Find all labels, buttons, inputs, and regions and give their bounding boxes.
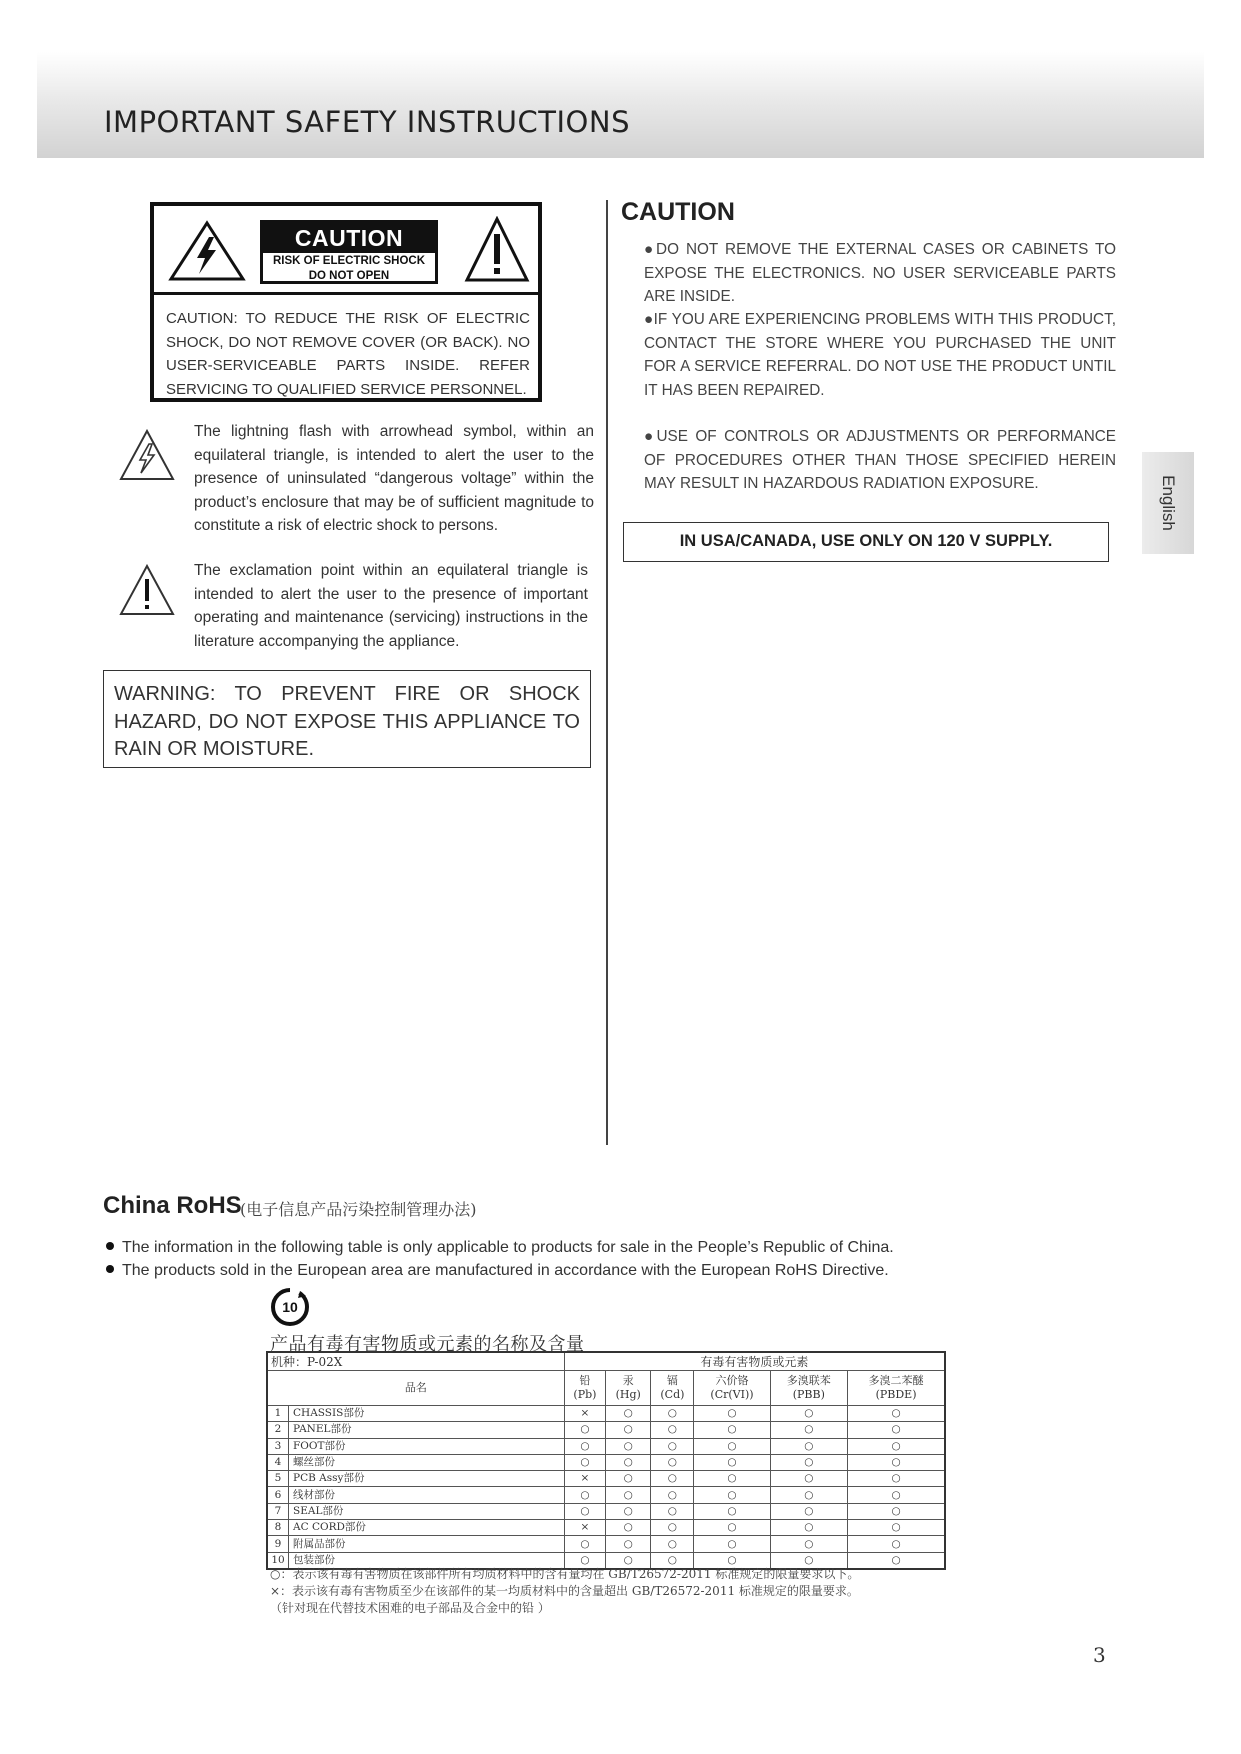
table-row — [267, 1536, 945, 1552]
substance-mark: ○ — [848, 1536, 945, 1552]
substance-mark: ○ — [770, 1552, 848, 1569]
substance-mark: ○ — [694, 1422, 770, 1438]
caution-badge-title: CAUTION — [263, 223, 435, 253]
substance-header — [564, 1371, 605, 1406]
caution-badge-line2: DO NOT OPEN — [308, 270, 390, 282]
part-name: SEAL部份 — [289, 1503, 565, 1519]
substance-mark: ○ — [606, 1454, 651, 1470]
substance-header — [651, 1371, 694, 1406]
substance-name: 镉 — [666, 1374, 678, 1387]
substance-name: 六价铬 — [715, 1374, 749, 1387]
row-number: 3 — [267, 1438, 289, 1454]
rohs-note: ○：表示该有毒有害物质在该部件所有均质材料中的含有量均在 GB/T26572-2011 标准规定的限量要求以下。 — [270, 1567, 860, 1581]
substance-header — [606, 1371, 651, 1406]
substance-symbol: (PBB) — [792, 1388, 825, 1401]
substance-mark: ○ — [651, 1536, 694, 1552]
lightning-triangle-icon — [118, 428, 176, 482]
rohs-table-title: 产品有毒有害物质或元素的名称及含量 — [270, 1334, 585, 1355]
substance-mark: ○ — [848, 1454, 945, 1470]
row-number: 2 — [267, 1422, 289, 1438]
part-name: 线材部份 — [289, 1487, 565, 1503]
rohs-bullet — [106, 1262, 889, 1280]
row-number: 8 — [267, 1520, 289, 1536]
rohs-bullet-text: The information in the following table is only applicable to products for sale in the People’s Republic of China. — [122, 1239, 894, 1256]
environmental-protection-period-icon — [270, 1287, 310, 1327]
rohs-note: （针对现在代替技术困难的电子部品及合金中的铅 ） — [270, 1601, 550, 1615]
substance-mark: ○ — [770, 1520, 848, 1536]
substance-header — [694, 1371, 770, 1406]
table-row — [267, 1471, 945, 1487]
substance-mark: ○ — [564, 1536, 605, 1552]
substance-mark: ○ — [770, 1454, 848, 1470]
substance-mark: ○ — [564, 1438, 605, 1454]
substance-mark: ○ — [651, 1406, 694, 1422]
model-label: 机种：P-02X — [267, 1352, 564, 1371]
electric-shock-warning-icon — [168, 220, 246, 282]
usa-canada-supply-notice: IN USA/CANADA, USE ONLY ON 120 V SUPPLY. — [623, 522, 1109, 562]
rohs-bullet — [106, 1239, 894, 1257]
part-name: CHASSIS部份 — [289, 1406, 565, 1422]
substance-mark: ○ — [694, 1454, 770, 1470]
substance-name: 多溴联苯 — [786, 1374, 831, 1387]
rohs-subtitle: (电子信息产品污染控制管理办法) — [240, 1200, 477, 1219]
caution-label-text: CAUTION: TO REDUCE THE RISK OF ELECTRIC SHOCK, DO NOT REMOVE COVER (OR BACK). NO USER-SERVICEABLE PARTS INSIDE. REFER SERVICING TO QUALIFIED SERVICE PERSONNEL. — [166, 310, 530, 398]
substance-mark: ○ — [651, 1471, 694, 1487]
substance-mark: ○ — [694, 1438, 770, 1454]
row-number: 5 — [267, 1471, 289, 1487]
table-row — [267, 1520, 945, 1536]
rohs-title: China RoHS — [103, 1192, 242, 1219]
substance-header — [848, 1371, 945, 1406]
substance-symbol: (Pb) — [573, 1388, 597, 1401]
caution-heading: CAUTION — [621, 198, 735, 226]
substance-mark: × — [564, 1471, 605, 1487]
substance-mark: ○ — [848, 1471, 945, 1487]
rohs-bullet-text: The products sold in the European area are manufactured in accordance with the European RoHS Directive. — [122, 1262, 889, 1279]
substance-mark: ○ — [694, 1552, 770, 1569]
substance-mark: ○ — [848, 1520, 945, 1536]
lightning-symbol-text: The lightning flash with arrowhead symbol, within an equilateral triangle, is intended to alert the user to the presence of uninsulated “dangerous voltage” within the product’s enclosure that may be of sufficient magnitude to constitute a risk of electric shock to persons. — [194, 423, 594, 534]
row-number: 4 — [267, 1454, 289, 1470]
caution-badge — [260, 220, 438, 284]
caution-item: ●IF YOU ARE EXPERIENCING PROBLEMS WITH THIS PRODUCT, CONTACT THE STORE WHERE YOU PURCHASED THE UNIT FOR A SERVICE REFERRAL. DO NOT USE THE PRODUCT UNTIL IT HAS BEEN REPAIRED. — [644, 311, 1116, 399]
substance-mark: ○ — [770, 1438, 848, 1454]
row-number: 1 — [267, 1406, 289, 1422]
table-row — [267, 1503, 945, 1519]
part-name: AC CORD部份 — [289, 1520, 565, 1536]
substance-mark: ○ — [694, 1503, 770, 1519]
substance-mark: ○ — [651, 1552, 694, 1569]
substance-mark: ○ — [606, 1471, 651, 1487]
substance-mark: ○ — [606, 1520, 651, 1536]
page-number: 3 — [1093, 1643, 1106, 1667]
part-name: 附属品部份 — [289, 1536, 565, 1552]
substance-mark: ○ — [606, 1487, 651, 1503]
substance-symbol: (Hg) — [615, 1388, 641, 1401]
substance-mark: ○ — [606, 1422, 651, 1438]
substance-mark: ○ — [651, 1487, 694, 1503]
substance-mark: ○ — [564, 1552, 605, 1569]
caution-label-box — [150, 202, 542, 402]
exclamation-warning-icon — [464, 216, 530, 284]
substance-name: 铅 — [579, 1374, 591, 1387]
warning-text: WARNING: TO PREVENT FIRE OR SHOCK HAZARD, DO NOT EXPOSE THIS APPLIANCE TO RAIN OR MOISTURE. — [114, 683, 580, 760]
substance-mark: ○ — [694, 1536, 770, 1552]
caution-badge-line1: RISK OF ELECTRIC SHOCK — [272, 255, 426, 267]
substance-name: 汞 — [622, 1374, 634, 1387]
part-name: FOOT部份 — [289, 1438, 565, 1454]
rohs-note: ×：表示该有毒有害物质至少在该部件的某一均质材料中的含量超出 GB/T26572-2011 标准规定的限量要求。 — [270, 1584, 859, 1598]
part-name: 螺丝部份 — [289, 1454, 565, 1470]
language-tab-label: English — [1159, 475, 1178, 531]
language-tab[interactable] — [1142, 452, 1194, 554]
substance-mark: ○ — [694, 1520, 770, 1536]
substance-mark: ○ — [848, 1422, 945, 1438]
substance-mark: ○ — [848, 1552, 945, 1569]
substance-mark: ○ — [770, 1422, 848, 1438]
substance-mark: ○ — [770, 1406, 848, 1422]
bullet-icon — [106, 1265, 114, 1273]
substance-mark: ○ — [564, 1503, 605, 1519]
substance-mark: ○ — [564, 1487, 605, 1503]
part-name: PANEL部份 — [289, 1422, 565, 1438]
caution-item: ●USE OF CONTROLS OR ADJUSTMENTS OR PERFORMANCE OF PROCEDURES OTHER THAN THOSE SPECIFIED HEREIN MAY RESULT IN HAZARDOUS RADIATION EXPOSURE. — [644, 428, 1116, 492]
caution-item: ●DO NOT REMOVE THE EXTERNAL CASES OR CABINETS TO EXPOSE THE ELECTRONICS. NO USER SERVICEABLE PARTS ARE INSIDE. — [644, 241, 1116, 305]
substance-mark: ○ — [651, 1422, 694, 1438]
column-divider — [606, 200, 608, 1145]
substance-mark: ○ — [848, 1438, 945, 1454]
substance-mark: ○ — [770, 1503, 848, 1519]
part-name-header: 品名 — [267, 1371, 564, 1406]
substance-header — [770, 1371, 848, 1406]
part-name: 包装部份 — [289, 1552, 565, 1569]
exclamation-triangle-icon — [118, 563, 176, 617]
substance-mark: ○ — [848, 1487, 945, 1503]
substance-mark: ○ — [770, 1536, 848, 1552]
substance-mark: × — [564, 1406, 605, 1422]
substance-mark: ○ — [651, 1520, 694, 1536]
substance-mark: ○ — [564, 1454, 605, 1470]
page-title: IMPORTANT SAFETY INSTRUCTIONS — [104, 105, 630, 139]
substance-mark: ○ — [694, 1406, 770, 1422]
row-number: 10 — [267, 1552, 289, 1569]
substance-symbol: (Cr(VI)) — [710, 1388, 754, 1401]
substance-mark: ○ — [770, 1487, 848, 1503]
warning-box — [103, 670, 591, 768]
substance-mark: ○ — [651, 1503, 694, 1519]
substance-mark: ○ — [694, 1487, 770, 1503]
substance-mark: ○ — [694, 1471, 770, 1487]
bullet-icon — [106, 1242, 114, 1250]
table-row — [267, 1487, 945, 1503]
row-number: 9 — [267, 1536, 289, 1552]
part-name: PCB Assy部份 — [289, 1471, 565, 1487]
substance-mark: × — [564, 1520, 605, 1536]
substance-mark: ○ — [606, 1406, 651, 1422]
epup-label: 10 — [282, 1299, 298, 1315]
substance-group-header: 有毒有害物质或元素 — [564, 1352, 945, 1371]
exclamation-symbol-text: The exclamation point within an equilateral triangle is intended to alert the user to the presence of important operating and maintenance (servicing) instructions in the literature accompanying the appliance. — [194, 562, 588, 650]
substance-mark: ○ — [606, 1536, 651, 1552]
table-row — [267, 1438, 945, 1454]
substance-mark: ○ — [651, 1438, 694, 1454]
substance-mark: ○ — [606, 1438, 651, 1454]
substance-mark: ○ — [606, 1552, 651, 1569]
substance-mark: ○ — [651, 1454, 694, 1470]
row-number: 7 — [267, 1503, 289, 1519]
substance-mark: ○ — [606, 1503, 651, 1519]
caution-label-top — [154, 206, 538, 295]
substance-mark: ○ — [770, 1471, 848, 1487]
substance-mark: ○ — [564, 1422, 605, 1438]
table-row — [267, 1422, 945, 1438]
table-row — [267, 1454, 945, 1470]
table-row — [267, 1406, 945, 1422]
substance-mark: ○ — [848, 1406, 945, 1422]
substance-symbol: (PBDE) — [875, 1388, 917, 1401]
substance-name: 多溴二苯醚 — [868, 1374, 924, 1387]
row-number: 6 — [267, 1487, 289, 1503]
substance-symbol: (Cd) — [660, 1388, 685, 1401]
substance-mark: ○ — [848, 1503, 945, 1519]
rohs-substance-table — [266, 1351, 946, 1570]
